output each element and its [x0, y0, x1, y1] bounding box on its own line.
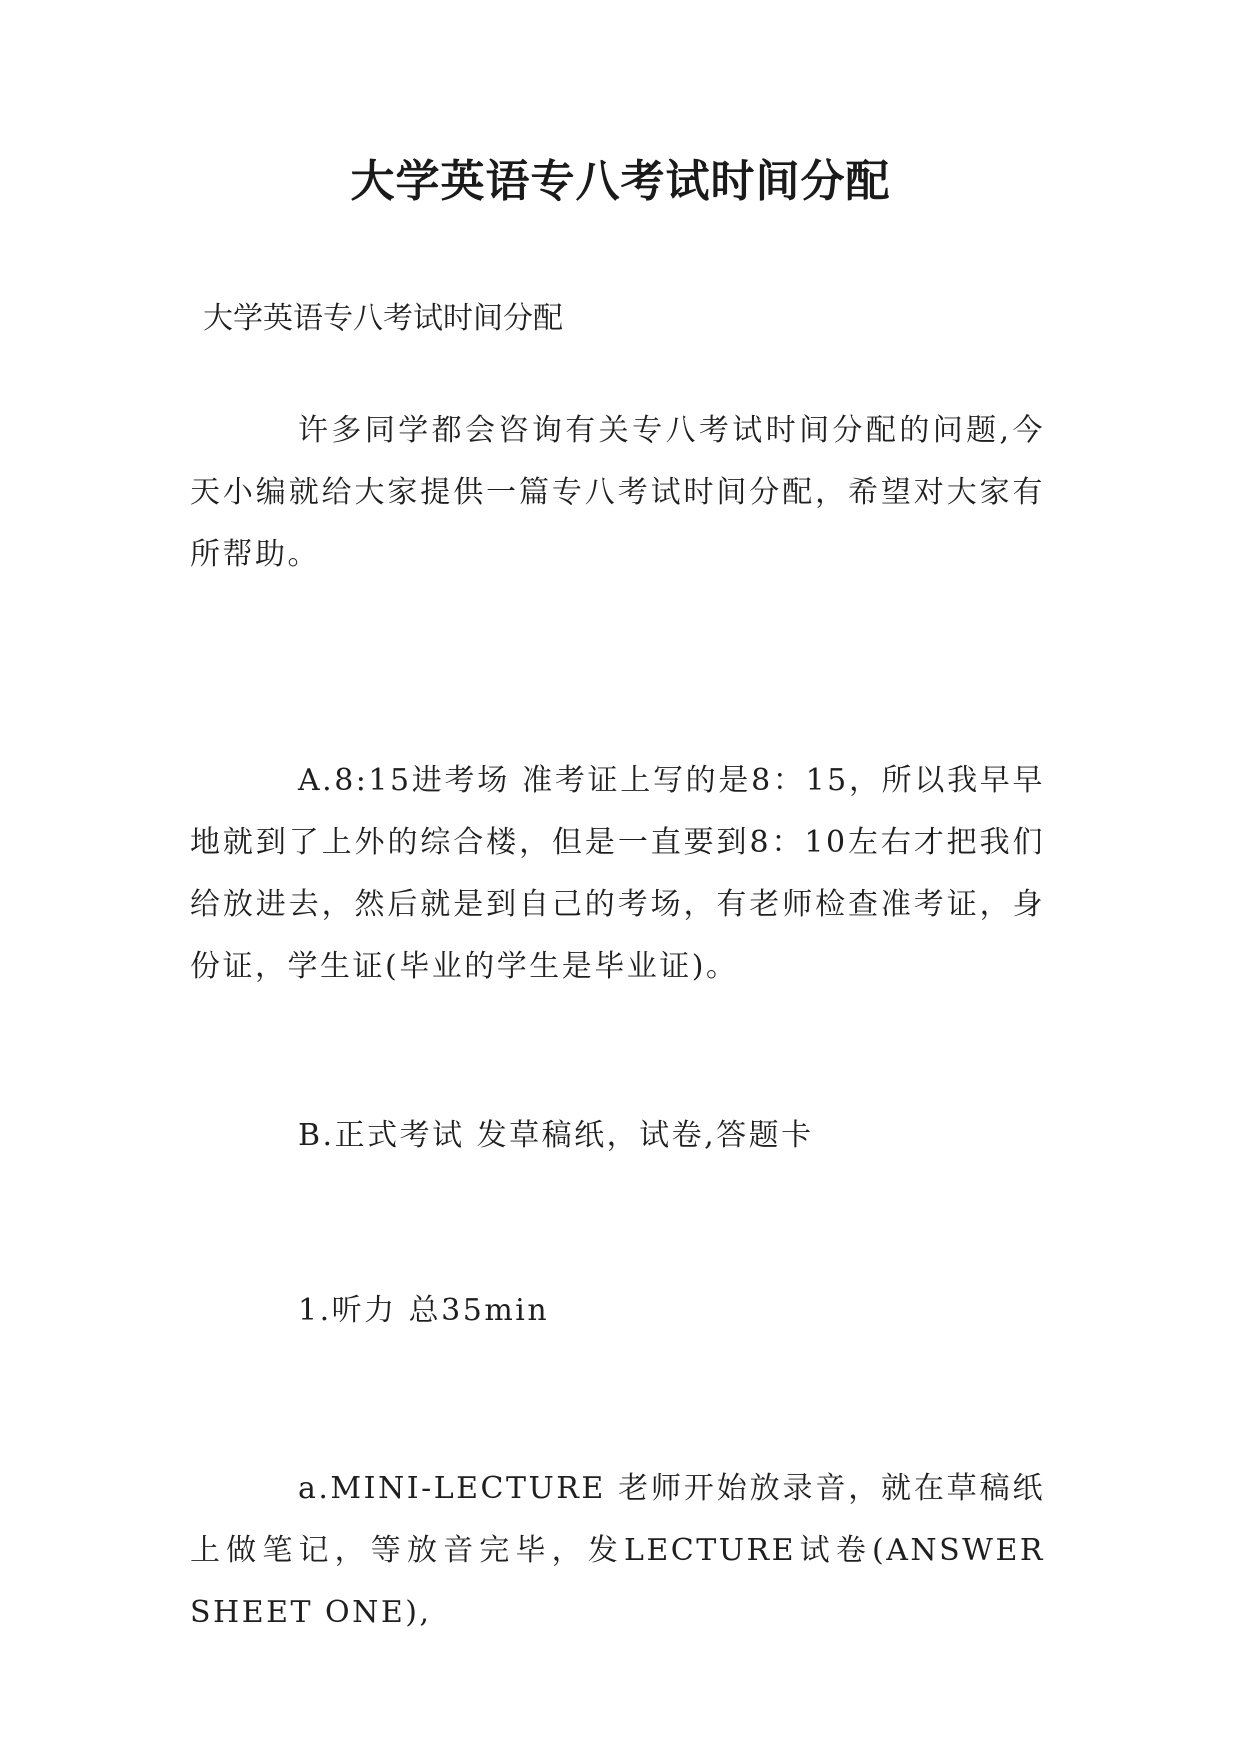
- section-a-paragraph: A.8:15进考场 准考证上写的是8：15，所以我早早地就到了上外的综合楼，但是一直要到8：10左右才把我们给放进去，然后就是到自己的考场，有老师检查准考证，身份证，学生证(毕业的学生是毕业证)。: [190, 763, 1045, 984]
- document-title: 大学英语专八考试时间分配: [350, 156, 891, 207]
- section-b-paragraph: B.正式考试 发草稿纸，试卷,答题卡: [298, 1118, 814, 1153]
- listening-heading: 1.听力 总35min: [298, 1293, 550, 1328]
- mini-lecture-paragraph: a.MINI-LECTURE 老师开始放录音，就在草稿纸上做笔记，等放音完毕，发LECTURE试卷(ANSWER SHEET ONE),: [190, 1471, 1045, 1630]
- intro-paragraph: 许多同学都会咨询有关专八考试时间分配的问题,今天小编就给大家提供一篇专八考试时间分配，希望对大家有所帮助。: [190, 413, 1045, 572]
- document-subtitle: 大学英语专八考试时间分配: [203, 301, 563, 336]
